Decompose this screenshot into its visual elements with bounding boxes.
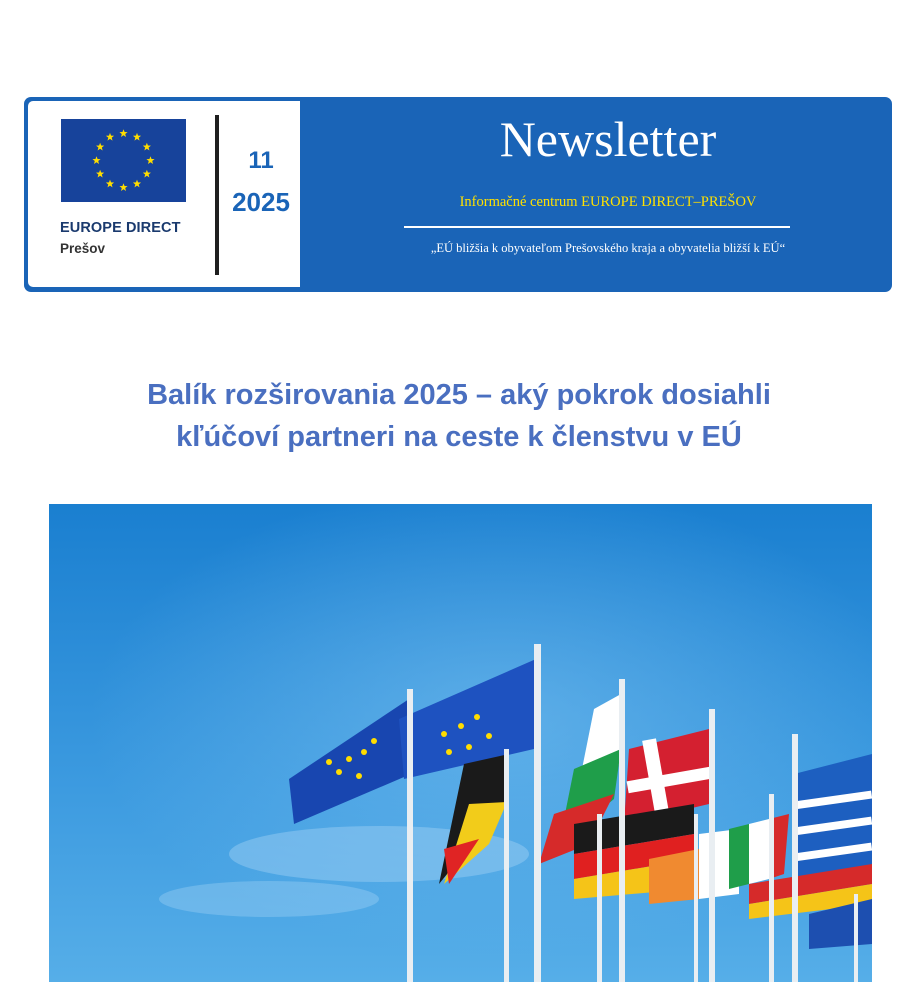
headline-line-2: kľúčoví partneri na ceste k členstvu v EÚ xyxy=(176,421,742,453)
logo-name: EUROPE DIRECT xyxy=(60,220,181,236)
logo-city: Prešov xyxy=(60,241,106,256)
newsletter-motto: „EÚ bližšia k obyvateľom Prešovského kraja a obyvatelia bližší k EÚ“ xyxy=(430,241,786,255)
newsletter-title: Newsletter xyxy=(499,111,717,167)
issue-year: 2025 xyxy=(232,187,290,217)
header-divider xyxy=(404,226,790,228)
newsletter-subtitle: Informačné centrum EUROPE DIRECT–PREŠOV xyxy=(459,194,757,210)
logo-divider xyxy=(215,115,219,275)
issue-number: 11 xyxy=(248,147,274,174)
headline-line-1: Balík rozširovania 2025 – aký pokrok dosiahli xyxy=(147,379,771,411)
eu-flag-icon xyxy=(61,119,186,202)
newsletter-header-banner xyxy=(24,97,892,292)
europe-direct-logo xyxy=(28,101,300,287)
eu-member-flags-photo xyxy=(49,504,872,982)
article-headline xyxy=(40,374,878,458)
